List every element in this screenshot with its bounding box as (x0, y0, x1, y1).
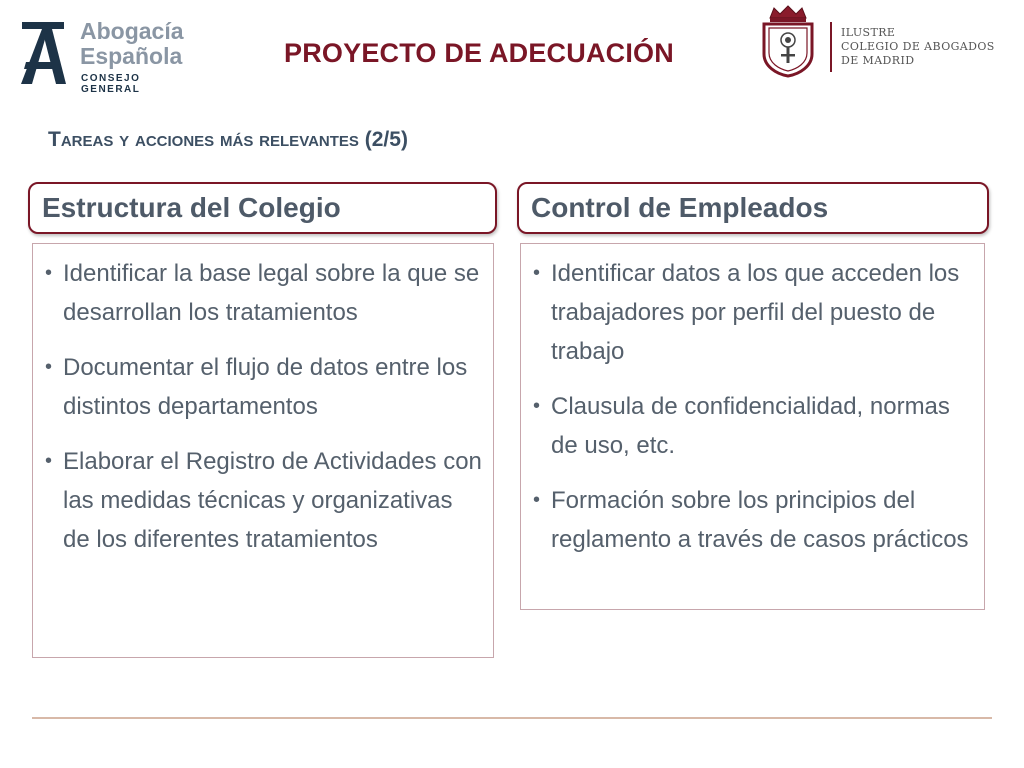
estructura-heading: Estructura del Colegio (28, 182, 497, 234)
colegio-line-1: ILUSTRE (841, 26, 896, 39)
list-item: • Clausula de confidencialidad, normas de uso, etc. (531, 387, 976, 465)
colegio-line-3: DE MADRID (841, 54, 915, 67)
abogacia-logo-icon (18, 22, 68, 84)
list-item: • Formación sobre los principios del reglamento a través de casos prácticos (531, 481, 976, 559)
colegio-name (841, 26, 995, 68)
control-heading: Control de Empleados (517, 182, 989, 234)
seal-divider (830, 22, 832, 72)
list-item: • Documentar el flujo de datos entre los distintos departamentos (43, 348, 485, 426)
logo-line-2: Española (80, 43, 183, 69)
list-item: • Identificar datos a los que acceden los trabajadores por perfil del puesto de trabajo (531, 254, 976, 371)
footer-divider (32, 717, 992, 719)
control-content-box (520, 243, 985, 610)
abogacia-espanola-logo (18, 18, 193, 95)
list-item: • Identificar la base legal sobre la que se desarrollan los tratamientos (43, 254, 485, 332)
logo-line-3: CONSEJO GENERAL (81, 73, 141, 95)
estructura-list (43, 254, 485, 559)
logo-line-1: Abogacía (80, 18, 184, 44)
control-list (531, 254, 976, 559)
page-title: PROYECTO DE ADECUACIÓN (284, 38, 674, 68)
estructura-content-box (32, 243, 494, 658)
colegio-line-2: COLEGIO DE ABOGADOS (841, 40, 995, 53)
colegio-seal-icon (760, 4, 816, 78)
section-subtitle: Tareas y acciones más relevantes (2/5) (48, 128, 408, 151)
list-item: • Elaborar el Registro de Actividades con las medidas técnicas y organizativas de los diferentes tratamientos (43, 442, 485, 559)
